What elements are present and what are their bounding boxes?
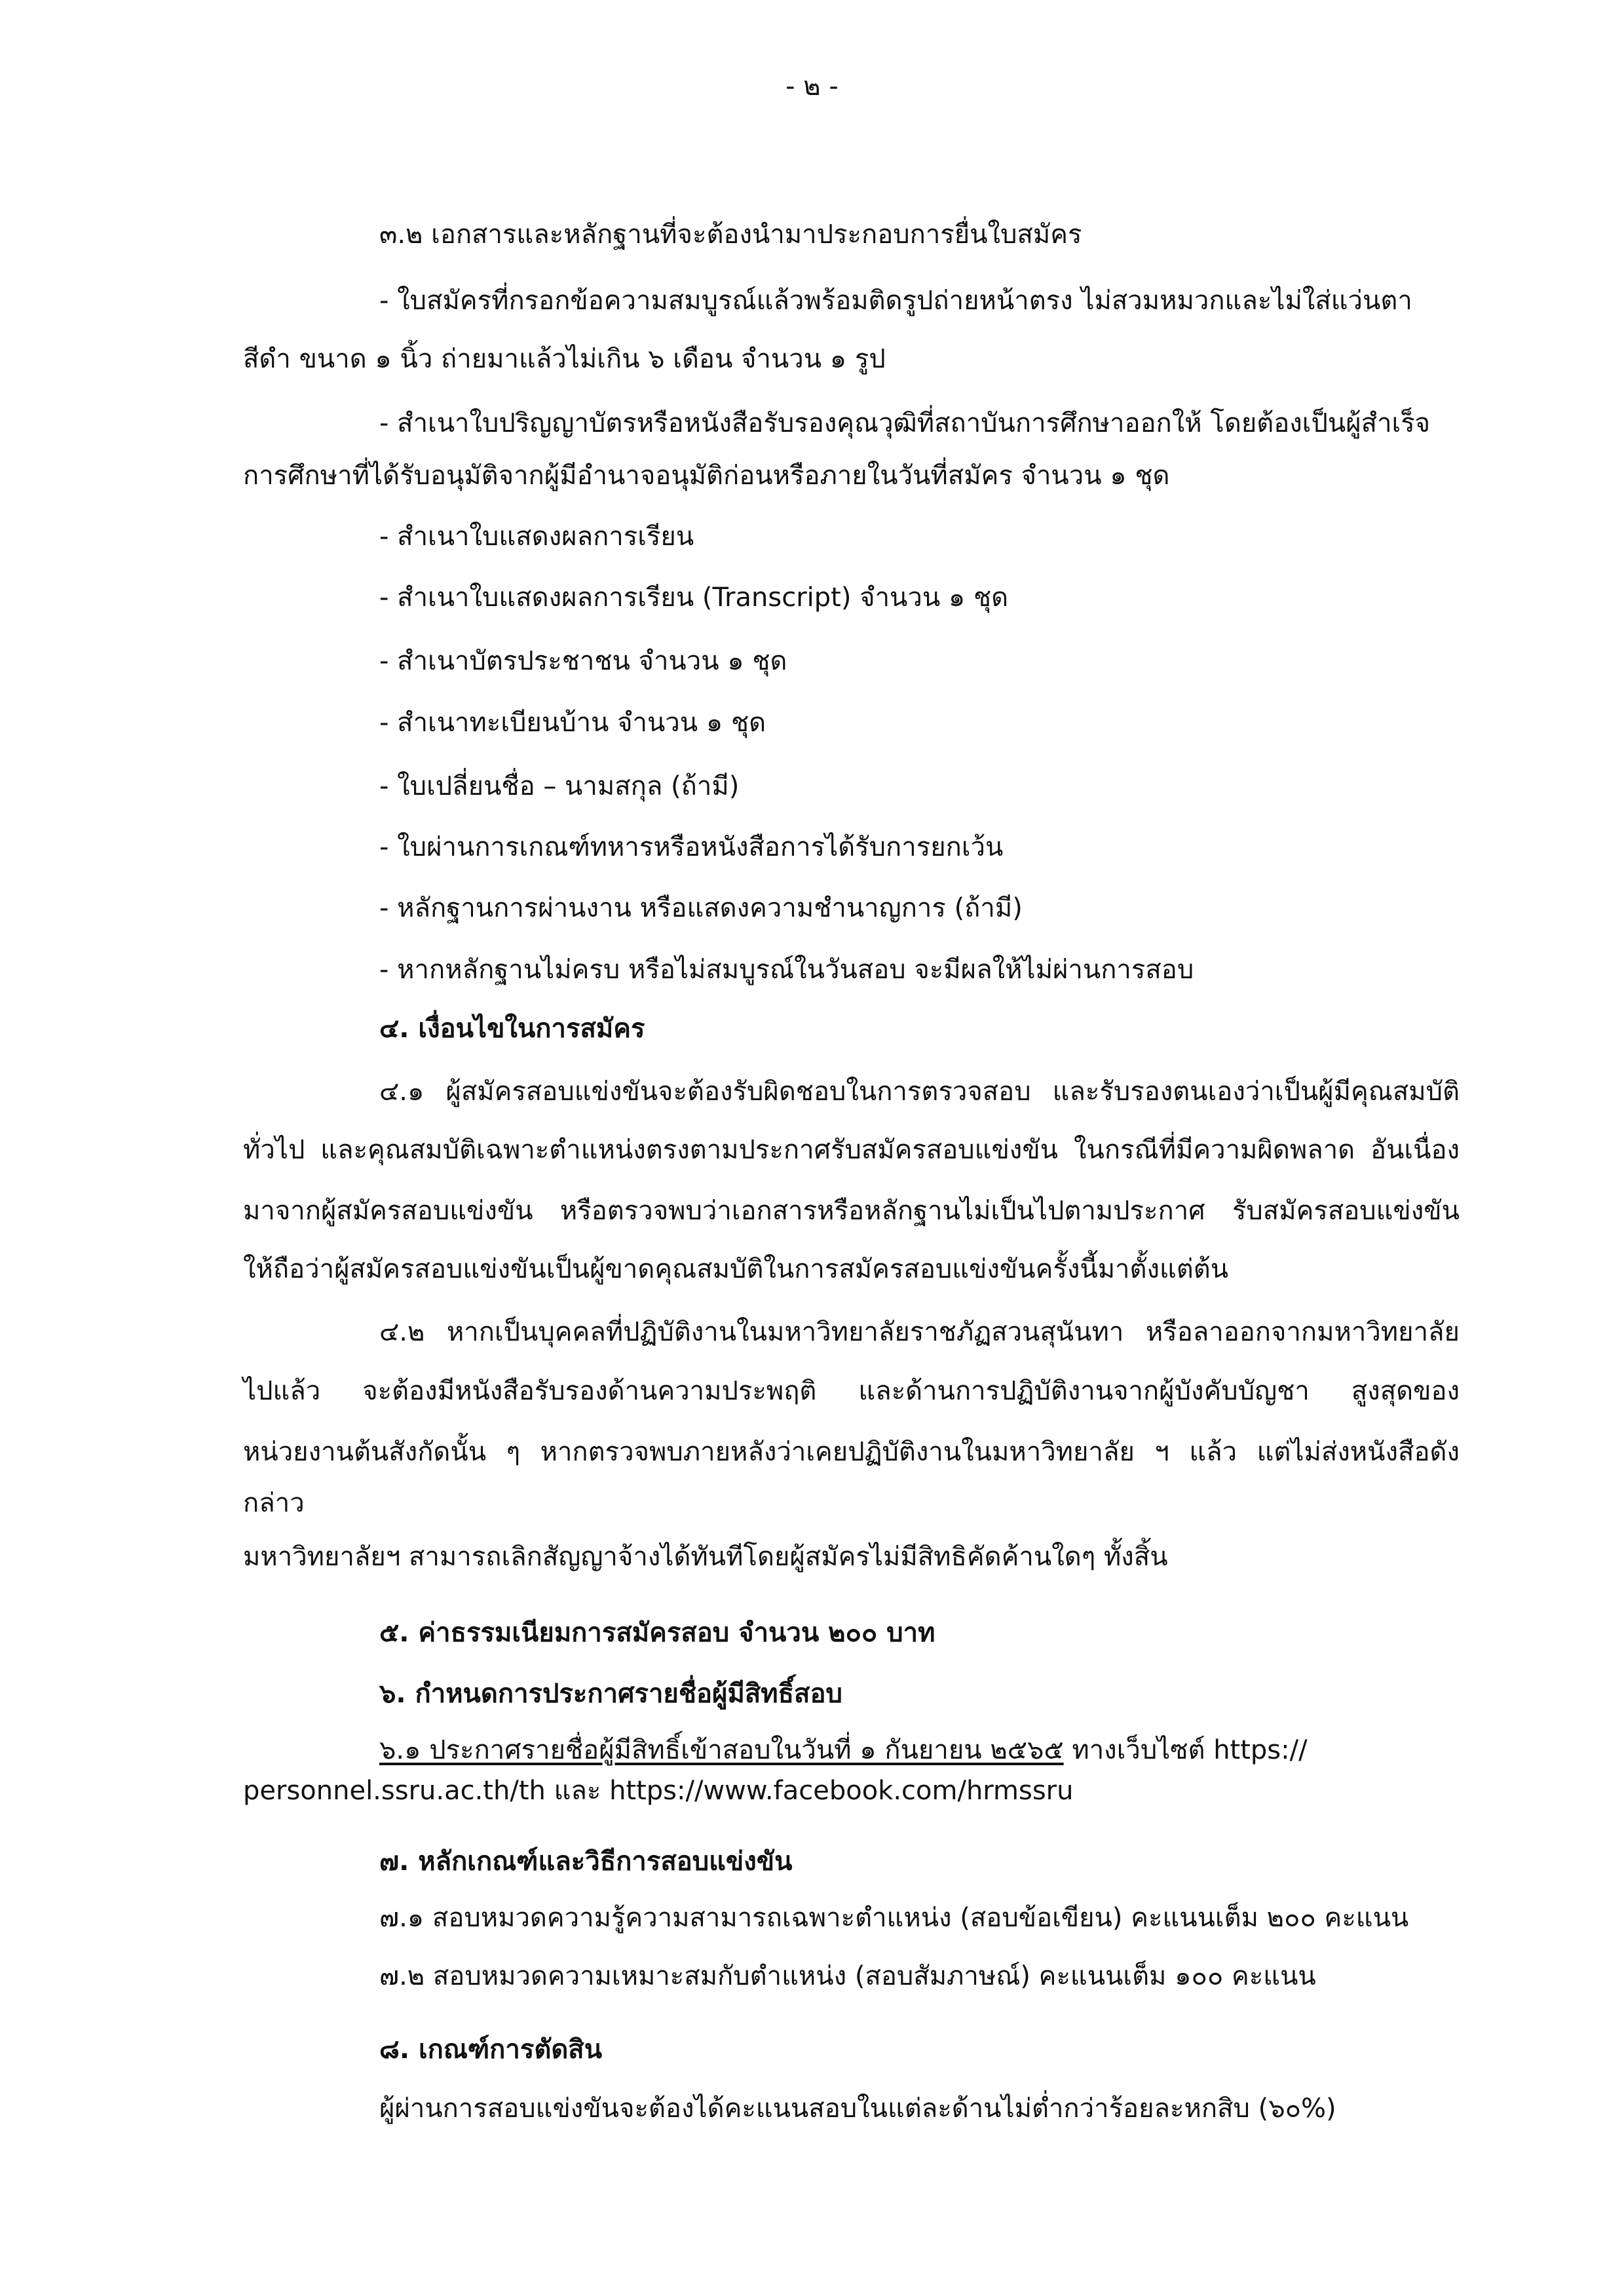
section-6-1-line-2: personnel.ssru.ac.th/th และ https://www.facebook.com/hrmssru <box>243 1776 1074 1806</box>
page-number: - ๒ - <box>785 71 839 102</box>
section-6-1-announcement-date: ๖.๑ ประกาศรายชื่อผู้มีสิทธิ์เข้าสอบในวันที่ ๑ กันยายน ๒๕๖๕ <box>379 1735 1064 1765</box>
section-3-2-item-1-line-1: - ใบสมัครที่กรอกข้อความสมบูรณ์แล้วพร้อมติดรูปถ่ายหน้าตรง ไม่สวมหมวกและไม่ใส่แว่นตา <box>379 286 1412 316</box>
section-4-1-line-4: ให้ถือว่าผู้สมัครสอบแข่งขันเป็นผู้ขาดคุณสมบัติในการสมัครสอบแข่งขันครั้งนี้มาตั้งแต่ต้น <box>243 1254 1229 1284</box>
section-3-2-item-3: - สำเนาใบแสดงผลการเรียน <box>379 522 694 552</box>
section-3-2-item-2-line-2: การศึกษาที่ได้รับอนุมัติจากผู้มีอำนาจอนุมัติก่อนหรือภายในวันที่สมัคร จำนวน ๑ ชุด <box>243 461 1170 491</box>
section-3-2-item-6: - สำเนาทะเบียนบ้าน จำนวน ๑ ชุด <box>379 708 766 738</box>
section-8-text: ผู้ผ่านการสอบแข่งขันจะต้องได้คะแนนสอบในแต่ละด้านไม่ต่ำกว่าร้อยละหกสิบ (๖๐%) <box>379 2094 1336 2124</box>
section-3-2-item-8: - ใบผ่านการเกณฑ์ทหารหรือหนังสือการได้รับการยกเว้น <box>379 832 1004 862</box>
section-8-heading: ๘. เกณฑ์การตัดสิน <box>379 2035 603 2065</box>
section-3-2-item-7: - ใบเปลี่ยนชื่อ – นามสกุล (ถ้ามี) <box>379 771 740 801</box>
section-3-2-item-9: - หลักฐานการผ่านงาน หรือแสดงความชำนาญการ (ถ้ามี) <box>379 893 1023 923</box>
section-3-2-item-4: - สำเนาใบแสดงผลการเรียน (Transcript) จำนวน ๑ ชุด <box>379 583 1009 613</box>
section-4-2-line-5: มหาวิทยาลัยฯ สามารถเลิกสัญญาจ้างได้ทันทีโดยผู้สมัครไม่มีสิทธิคัดค้านใดๆ ทั้งสิ้น <box>243 1542 1168 1572</box>
section-7-item-2: ๗.๒ สอบหมวดความเหมาะสมกับตำแหน่ง (สอบสัมภาษณ์) คะแนนเต็ม ๑๐๐ คะแนน <box>379 1961 1316 1991</box>
section-3-2-item-1-line-2: สีดำ ขนาด ๑ นิ้ว ถ่ายมาแล้วไม่เกิน ๖ เดือน จำนวน ๑ รูป <box>243 344 886 374</box>
section-3-2-item-10: - หากหลักฐานไม่ครบ หรือไม่สมบูรณ์ในวันสอบ จะมีผลให้ไม่ผ่านการสอบ <box>379 955 1194 985</box>
section-4-2-line-3: หน่วยงานต้นสังกัดนั้น ๆ หากตรวจพบภายหลังว่าเคยปฏิบัติงานในมหาวิทยาลัย ฯ แล้ว แต่ไม่ส่งหนังสือดัง <box>243 1437 1460 1467</box>
section-7-heading: ๗. หลักเกณฑ์และวิธีการสอบแข่งขัน <box>379 1846 793 1877</box>
section-3-2-heading: ๓.๒ เอกสารและหลักฐานที่จะต้องนำมาประกอบการยื่นใบสมัคร <box>379 220 1082 250</box>
section-4-2-line-1: ๔.๒ หากเป็นบุคคลที่ปฏิบัติงานในมหาวิทยาลัยราชภัฏสวนสุนันทา หรือลาออกจากมหาวิทยาลัย <box>379 1317 1460 1347</box>
section-6-1-website-prefix: ทางเว็บไซต์ https:// <box>1063 1735 1308 1765</box>
section-4-1-line-2: ทั่วไป และคุณสมบัติเฉพาะตำแหน่งตรงตามประกาศรับสมัครสอบแข่งขัน ในกรณีที่มีความผิดพลาด อันเนื่อง <box>243 1135 1460 1165</box>
section-3-2-item-5: - สำเนาบัตรประชาชน จำนวน ๑ ชุด <box>379 646 787 676</box>
section-7-item-1: ๗.๑ สอบหมวดความรู้ความสามารถเฉพาะตำแหน่ง (สอบข้อเขียน) คะแนนเต็ม ๒๐๐ คะแนน <box>379 1903 1409 1933</box>
section-4-2-line-4: กล่าว <box>243 1488 305 1518</box>
section-5-heading: ๕. ค่าธรรมเนียมการสมัครสอบ จำนวน ๒๐๐ บาท <box>379 1618 935 1648</box>
section-4-1-line-1: ๔.๑ ผู้สมัครสอบแข่งขันจะต้องรับผิดชอบในการตรวจสอบ และรับรองตนเองว่าเป็นผู้มีคุณสมบัติ <box>379 1077 1460 1107</box>
section-4-2-line-2: ไปแล้ว จะต้องมีหนังสือรับรองด้านความประพฤติ และด้านการปฏิบัติงานจากผู้บังคับบัญชา สูงสุดของ <box>243 1376 1460 1406</box>
section-4-1-line-3: มาจากผู้สมัครสอบแข่งขัน หรือตรวจพบว่าเอกสารหรือหลักฐานไม่เป็นไปตามประกาศ รับสมัครสอบแข่งขัน <box>243 1196 1460 1226</box>
section-4-heading: ๔. เงื่อนไขในการสมัคร <box>379 1014 645 1044</box>
section-6-1-line-1 <box>379 1733 1308 1767</box>
section-6-heading: ๖. กำหนดการประกาศรายชื่อผู้มีสิทธิ์สอบ <box>379 1679 842 1709</box>
section-3-2-item-2-line-1: - สำเนาใบปริญญาบัตรหรือหนังสือรับรองคุณวุฒิที่สถาบันการศึกษาออกให้ โดยต้องเป็นผู้สำเร็จ <box>379 408 1431 438</box>
